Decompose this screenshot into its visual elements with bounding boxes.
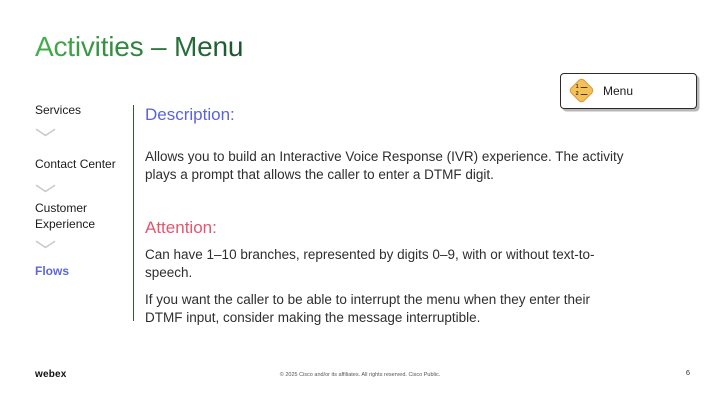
description-body: Allows you to build an Interactive Voice Response (IVR) experience. The activity plays a prompt that allows the caller to enter a DTMF digit. — [145, 149, 624, 182]
list-number: 1 — [575, 83, 579, 90]
attention-heading: Attention: — [145, 218, 217, 237]
page-number: 6 — [685, 368, 690, 377]
ordered-list-diamond-icon — [568, 77, 596, 105]
chevron-down-icon — [35, 240, 56, 249]
attention-body-1: Can have 1–10 branches, represented by digits 0–9, with or without text-to-speech. — [145, 247, 595, 280]
description-heading: Description: — [145, 105, 235, 124]
sidebar-item-customer-experience[interactable]: Customer Experience — [35, 201, 96, 231]
chevron-down-icon — [35, 128, 56, 137]
list-number: 2 — [575, 90, 579, 97]
menu-card-label: Menu — [603, 84, 634, 98]
chevron-down-icon — [35, 184, 56, 193]
copyright-text: © 2025 Cisco and/or its affiliates. All rights reserved. Cisco Public. — [279, 372, 441, 378]
sidebar-item-flows[interactable]: Flows — [35, 264, 70, 278]
sidebar-item-contact-center[interactable]: Contact Center — [35, 157, 116, 171]
sidebar-item-services[interactable]: Services — [35, 103, 82, 117]
vertical-divider — [133, 105, 134, 321]
menu-activity-card[interactable] — [560, 73, 697, 109]
page-title: Activities – Menu — [35, 31, 244, 62]
attention-body-2: If you want the caller to be able to interrupt the menu when they enter their DTMF input, consider making the message interruptible. — [145, 292, 591, 325]
webex-logo: webex — [35, 369, 67, 380]
